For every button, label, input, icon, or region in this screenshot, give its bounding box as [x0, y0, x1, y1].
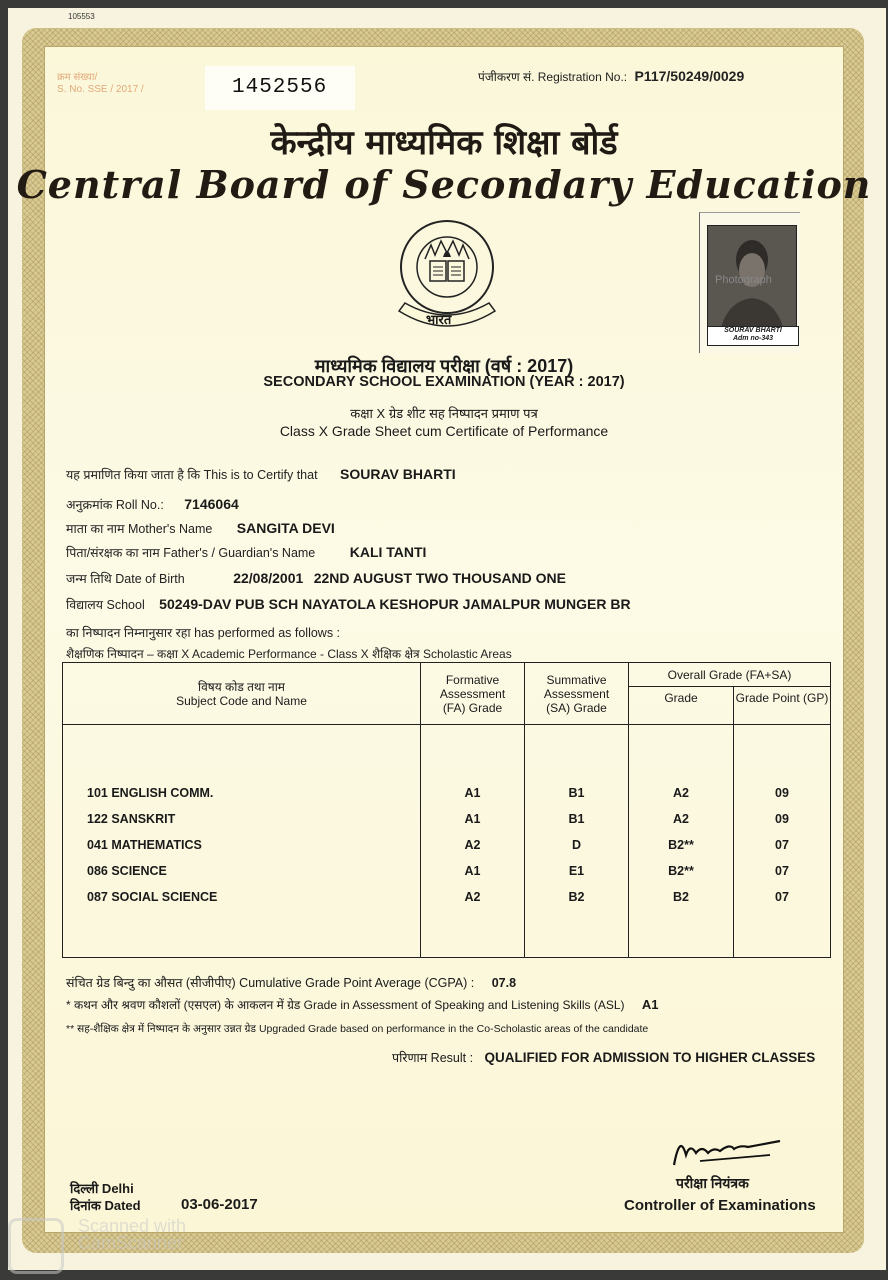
cell-fa-grade: A2	[464, 837, 481, 852]
issue-date: 03-06-2017	[181, 1196, 258, 1213]
photo-caption-adm: Adm no-343	[732, 335, 774, 342]
result-value: QUALIFIED FOR ADMISSION TO HIGHER CLASSES	[484, 1050, 816, 1065]
cell-subject: 086 SCIENCE	[87, 863, 167, 878]
serial-number: 1452556	[232, 76, 328, 99]
dob-words: 22ND AUGUST TWO THOUSAND ONE	[313, 570, 567, 586]
sa-header-3: (SA) Grade	[546, 700, 607, 715]
cell-overall-grade: A2	[673, 785, 689, 800]
controller-title-english: Controller of Examinations	[624, 1197, 816, 1214]
cell-grade-point: 07	[775, 889, 789, 904]
camscanner-logo-icon	[8, 1218, 64, 1274]
fa-header	[421, 663, 525, 725]
fa-header-2: Assessment	[439, 686, 506, 701]
cgpa-value: 07.8	[491, 976, 517, 990]
asl-line	[66, 996, 658, 1013]
school-label: विद्यालय School	[66, 598, 145, 612]
sa-header-1: Summative	[546, 672, 607, 687]
subject-header	[63, 663, 421, 725]
cell-grade-point: 09	[775, 785, 789, 800]
cell-grade-point: 07	[775, 863, 789, 878]
board-name-hindi: केन्द्रीय माध्यमिक शिक्षा बोर्ड	[270, 123, 618, 163]
serial-label-en: S. No. SSE / 2017 /	[57, 84, 144, 95]
fa-header-1: Formative	[445, 672, 500, 687]
upgraded-note: ** सह-शैक्षिक क्षेत्र में निष्पादन के अनुसार उन्नत ग्रेड Upgraded Grade based on performance in the Co-Scholastic areas of the candidate	[66, 1023, 649, 1035]
cell-fa-grade: A1	[464, 863, 481, 878]
cell-subject: 122 SANSKRIT	[87, 811, 176, 826]
cell-grade-point: 07	[775, 837, 789, 852]
exam-title-hindi: माध्यमिक विद्यालय परीक्षा (वर्ष : 2017)	[314, 356, 574, 376]
grade-header: Grade	[629, 687, 734, 725]
cgpa-label: संचित ग्रेड बिन्दु का औसत (सीजीपीए) Cumulative Grade Point Average (CGPA) :	[66, 976, 475, 990]
father-label: पिता/संरक्षक का नाम Father's / Guardian's Name	[66, 546, 316, 560]
cell-sa-grade: B2	[568, 889, 585, 904]
board-name-english: Central Board of Secondary Education	[16, 162, 872, 207]
mother-name: SANGITA DEVI	[236, 520, 335, 536]
mother-line	[66, 520, 335, 538]
mother-label: माता का नाम Mother's Name	[66, 522, 213, 536]
school-line	[66, 596, 631, 614]
dated-label: दिनांक Dated	[70, 1198, 141, 1213]
subject-column	[63, 725, 421, 958]
place-date-block	[70, 1180, 141, 1214]
grade-column	[629, 725, 734, 958]
subject-header-en: Subject Code and Name	[176, 693, 307, 708]
cell-sa-grade: E1	[568, 863, 585, 878]
photo-caption	[707, 326, 799, 346]
performed-label: का निष्पादन निम्नानुसार रहा has performed as follows :	[66, 626, 341, 640]
cell-overall-grade: B2**	[668, 837, 694, 852]
cell-sa-grade: B1	[568, 785, 585, 800]
asl-label: * कथन और श्रवण कौशलों (एसएल) के आकलन में ग्रेड Grade in Assessment of Speaking and Listening Skills (ASL)	[66, 998, 625, 1012]
roll-number: 7146064	[184, 496, 239, 512]
grades-body	[63, 725, 831, 958]
result-line	[392, 1049, 815, 1066]
roll-label: अनुक्रमांक Roll No.:	[66, 498, 164, 512]
certificate-title-hindi: कक्षा X ग्रेड शीट सह निष्पादन प्रमाण पत्र	[350, 406, 538, 421]
emblem-text: भारत	[426, 312, 452, 327]
cell-grade-point: 09	[775, 811, 789, 826]
cell-sa-grade: D	[571, 837, 582, 852]
father-name: KALI TANTI	[349, 544, 427, 560]
academic-label: शैक्षणिक निष्पादन – कक्षा X Academic Performance - Class X शैक्षिक क्षेत्र Scholastic Areas	[66, 647, 512, 661]
cell-overall-grade: B2**	[668, 863, 694, 878]
fa-column	[421, 725, 525, 958]
candidate-name: SOURAV BHARTI	[340, 466, 456, 482]
sa-header-2: Assessment	[543, 686, 610, 701]
dob-line	[66, 570, 566, 588]
top-serial: 105553	[68, 12, 95, 21]
cell-fa-grade: A2	[464, 889, 481, 904]
signature	[660, 1125, 790, 1170]
certify-line	[66, 466, 456, 484]
dob-label: जन्म तिथि Date of Birth	[66, 572, 185, 586]
serial-label	[57, 72, 144, 96]
sa-header	[525, 663, 629, 725]
fa-header-3: (FA) Grade	[442, 700, 503, 715]
cgpa-line	[66, 974, 516, 991]
photo-watermark: Photograph	[715, 274, 772, 286]
gp-header: Grade Point (GP)	[734, 687, 831, 725]
certify-label: यह प्रमाणित किया जाता है कि This is to Certify that	[66, 468, 318, 482]
dob: 22/08/2001	[233, 570, 304, 586]
subject-header-hi: विषय कोड तथा नाम	[198, 679, 285, 694]
scanner-watermark	[78, 1218, 186, 1252]
cell-subject: 087 SOCIAL SCIENCE	[87, 889, 218, 904]
cell-overall-grade: B2	[673, 889, 689, 904]
gp-column	[734, 725, 831, 958]
registration	[478, 68, 744, 85]
cell-subject: 101 ENGLISH COMM.	[87, 785, 214, 800]
place: दिल्ली Delhi	[70, 1181, 134, 1196]
asl-value: A1	[641, 997, 659, 1012]
cell-overall-grade: A2	[673, 811, 689, 826]
exam-title-english: SECONDARY SCHOOL EXAMINATION (YEAR : 2017)	[263, 374, 625, 390]
grades-table	[62, 662, 831, 958]
cell-sa-grade: B1	[568, 811, 585, 826]
father-line	[66, 544, 426, 562]
scanner-watermark-line2: CamScanner	[78, 1233, 184, 1253]
overall-header: Overall Grade (FA+SA)	[629, 663, 831, 687]
scanner-watermark-line1: Scanned with	[78, 1216, 187, 1236]
photo-caption-name: SOURAV BHARTI	[724, 327, 782, 334]
roll-line	[66, 496, 239, 514]
result-label: परिणाम Result :	[392, 1051, 474, 1065]
registration-number: P117/50249/0029	[634, 68, 745, 84]
cell-fa-grade: A1	[464, 785, 481, 800]
cell-subject: 041 MATHEMATICS	[87, 837, 202, 852]
controller-title-hindi: परीक्षा नियंत्रक	[676, 1175, 749, 1191]
certificate-title-english: Class X Grade Sheet cum Certificate of Performance	[279, 423, 609, 439]
sa-column	[525, 725, 629, 958]
serial-label-hi: क्रम संख्या/	[57, 72, 98, 83]
cell-fa-grade: A1	[464, 811, 481, 826]
registration-label: पंजीकरण सं. Registration No.:	[478, 70, 628, 84]
school-name: 50249-DAV PUB SCH NAYATOLA KESHOPUR JAMALPUR MUNGER BR	[159, 596, 631, 612]
